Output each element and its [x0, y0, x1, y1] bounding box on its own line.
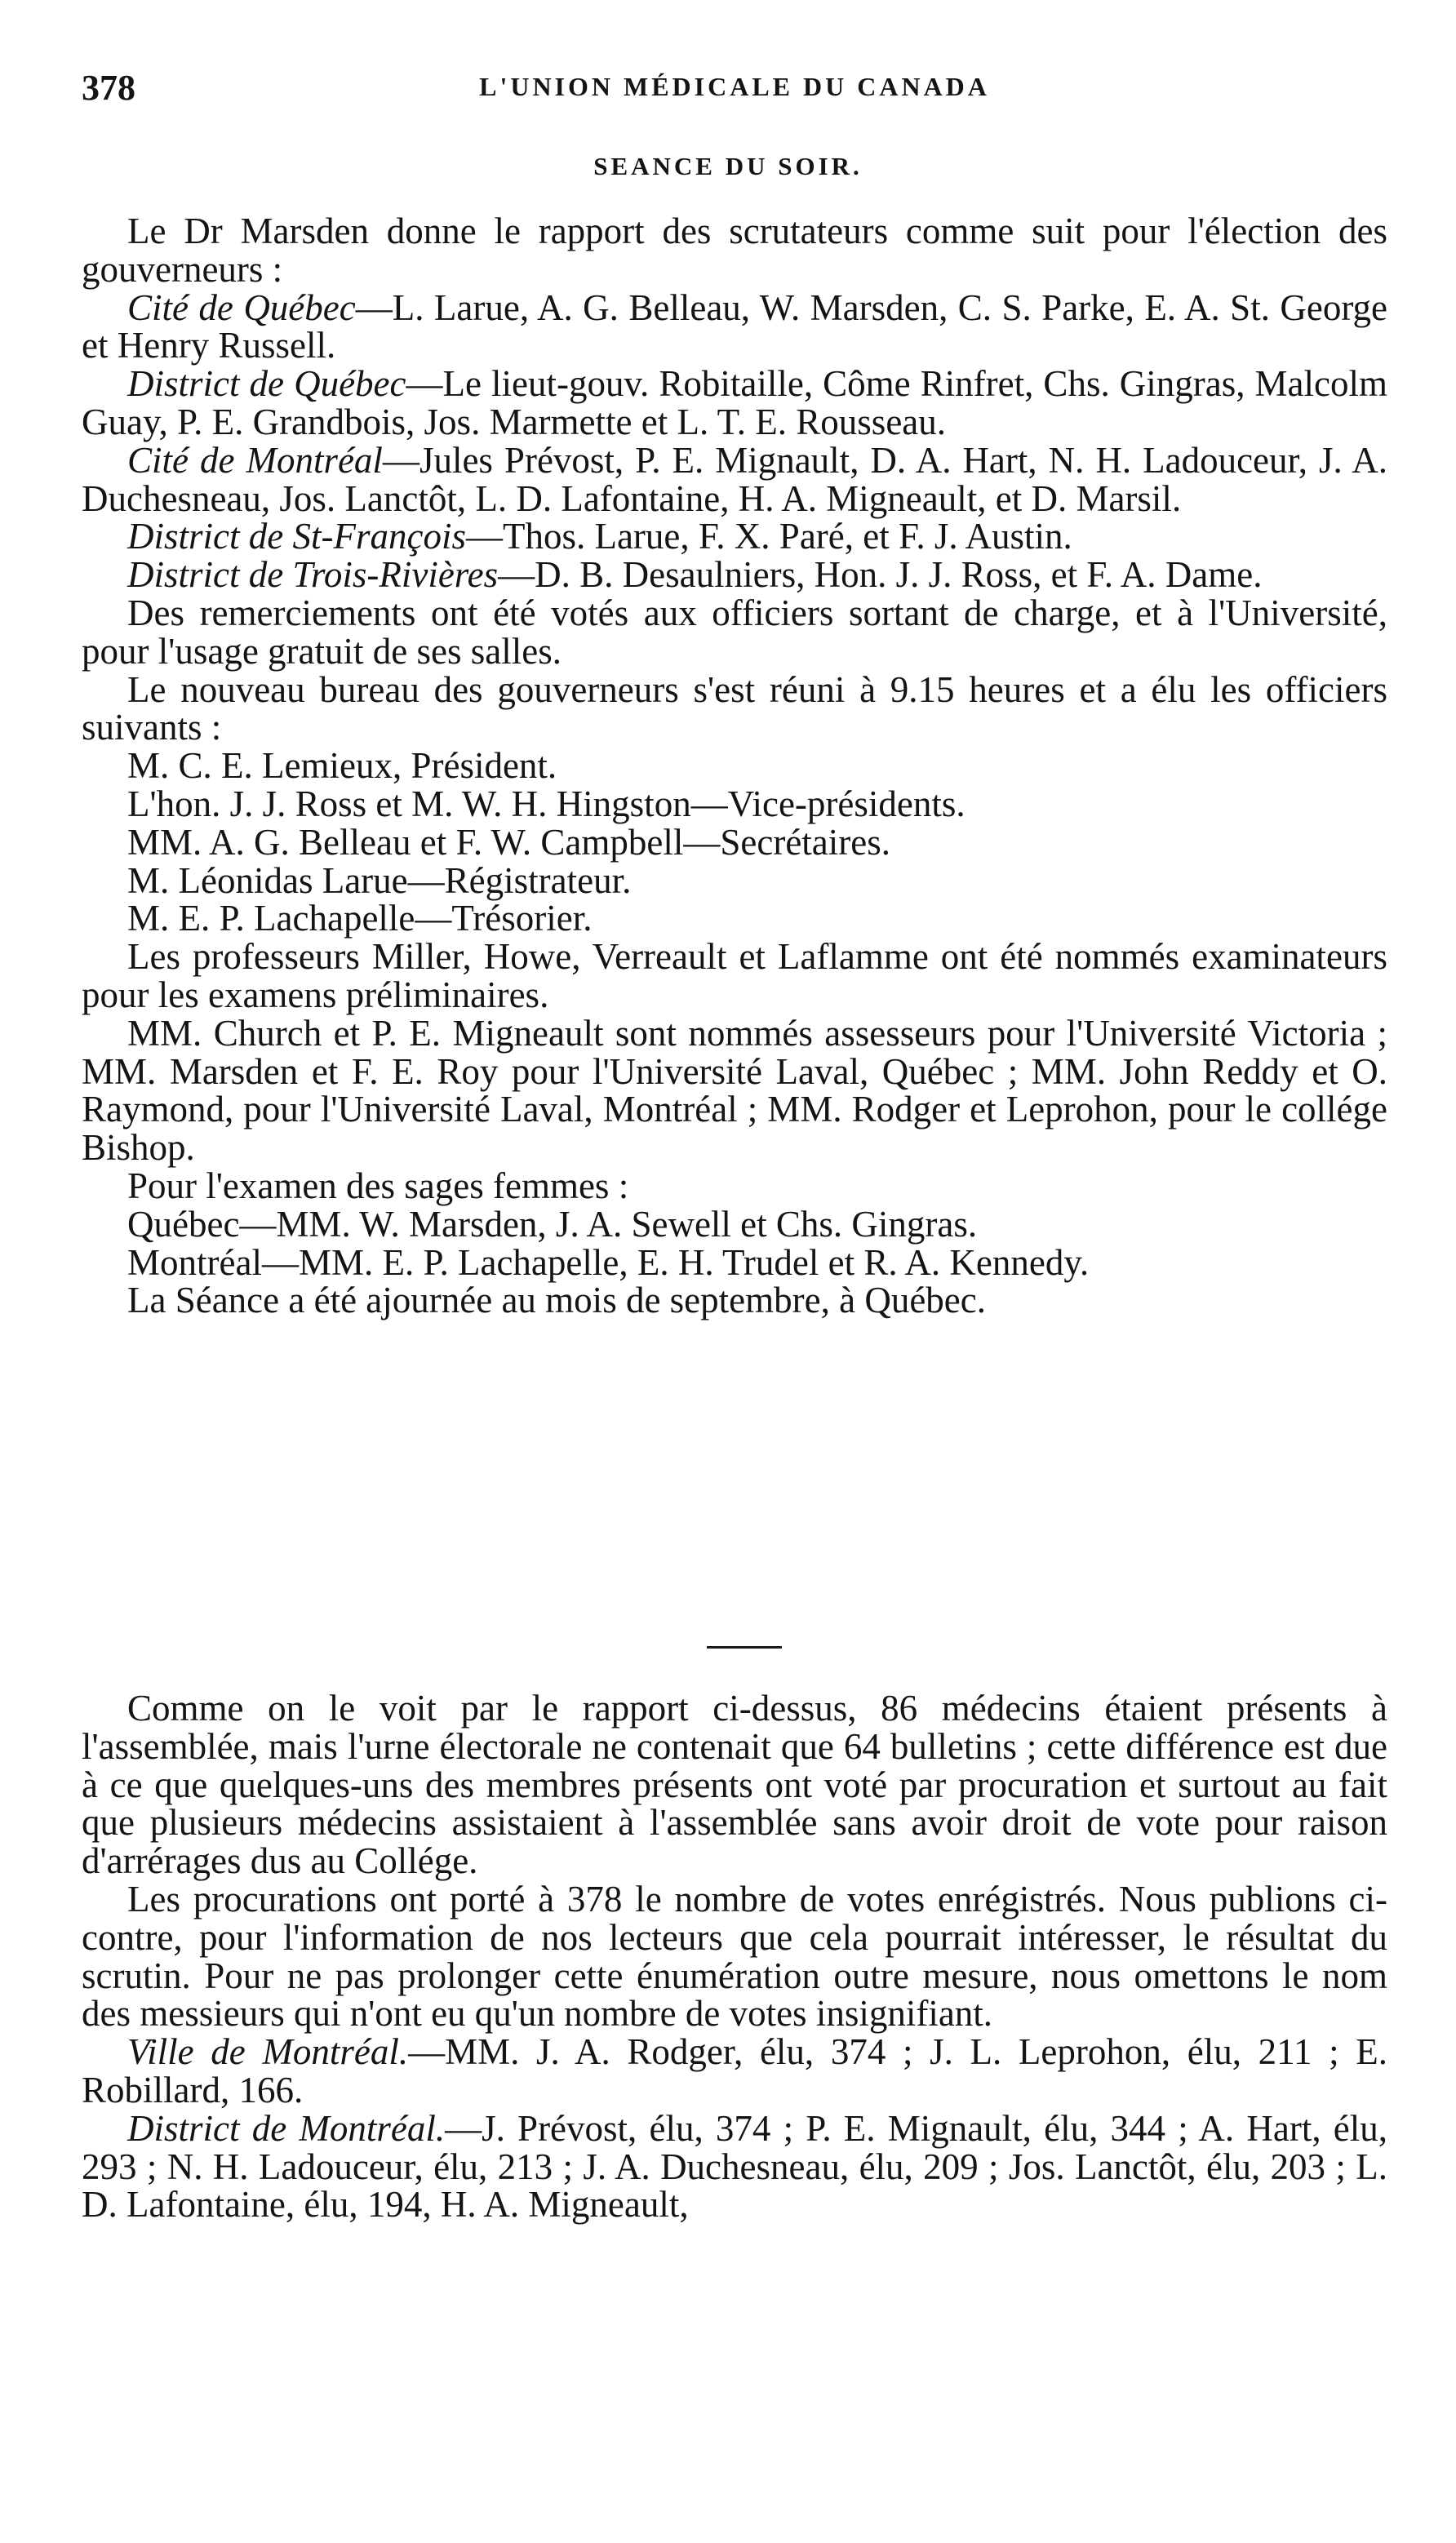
constituency-entry	[82, 439, 1387, 519]
board-meeting-paragraph: Le nouveau bureau des gouverneurs s'est réuni à 9.15 heures et a élu les officiers suivants :	[82, 668, 1387, 748]
constituency-entry	[82, 365, 1387, 442]
officer-line: M. E. P. Lachapelle—Trésorier.	[127, 898, 593, 939]
page-number: 378	[82, 68, 135, 108]
constituency-name: District de Trois-Rivières	[127, 554, 499, 596]
officer-line: L'hon. J. J. Ross et M. W. H. Hingston—Vice-présidents.	[127, 783, 965, 824]
result-text: —J. Prévost, élu, 374 ; P. E. Mignault, élu, 344 ; A. Hart, élu, 293 ; N. H. Ladouceur, élu, 213 ; J. A. Duchesneau, élu, 209 ; Jos. Lanctôt, élu, 203 ; L. D. Lafontaine, élu, 194, H. A. Migneault,	[82, 2107, 1387, 2226]
editorial-commentary	[82, 1689, 1387, 2224]
midwives-line: Québec—MM. W. Marsden, J. A. Sewell et Chs. Gingras.	[127, 1203, 978, 1245]
vote-result-entry	[82, 2033, 1387, 2110]
session-minutes	[82, 212, 1387, 1320]
constituency-name: Cité de Montréal	[127, 439, 383, 481]
elected-governors: —Le lieut-gouv. Robitaille, Côme Rinfret, Chs. Gingras, Malcolm Guay, P. E. Grandbois, Jos. Marmette et L. T. E. Rousseau.	[82, 363, 1387, 442]
scrutineers-report: Le Dr Marsden donne le rapport des scrutateurs comme suit pour l'élection des gouverneurs :	[82, 211, 1387, 290]
elected-governors: —Jules Prévost, P. E. Mignault, D. A. Hart, N. H. Ladouceur, J. A. Duchesneau, Jos. Lanctôt, L. D. Lafontaine, H. A. Migneault, et D. Marsil.	[82, 439, 1387, 519]
constituency-entry	[82, 517, 1387, 556]
result-text: —MM. J. A. Rodger, élu, 374 ; J. L. Leprohon, élu, 211 ; E. Robillard, 166.	[82, 2031, 1387, 2110]
elected-governors: —D. B. Desaulniers, Hon. J. J. Ross, et F. A. Dame.	[498, 554, 1263, 596]
constituency-name: District de St-François	[127, 516, 466, 557]
adjournment-line: La Séance a été ajournée au mois de septembre, à Québec.	[127, 1280, 986, 1321]
running-header	[82, 67, 1387, 116]
examiners-paragraph: Les professeurs Miller, Howe, Verreault et Laflamme ont été nommés examinateurs pour les examens préliminaires.	[82, 936, 1387, 1015]
commentary-paragraph: Comme on le voit par le rapport ci-dessus, 86 médecins étaient présents à l'assemblée, mais l'urne électorale ne contenait que 64 bulletins ; cette différence est due à ce que quelques-uns des membres présents ont voté par procuration et surtout au fait que plusieurs médecins assistaient à l'assemblée sans avoir droit de vote pour raison d'arrérages dus au Collége.	[82, 1688, 1387, 1882]
thanks-paragraph: Des remerciements ont été votés aux officiers sortant de charge, et à l'Université, pour l'usage gratuit de ses salles.	[82, 592, 1387, 672]
constituency-entry	[82, 556, 1387, 594]
midwives-line: Montréal—MM. E. P. Lachapelle, E. H. Trudel et R. A. Kennedy.	[127, 1241, 1090, 1283]
section-divider	[707, 1646, 782, 1649]
elected-governors: —L. Larue, A. G. Belleau, W. Marsden, C. S. Parke, E. A. St. George et Henry Russell.	[82, 286, 1387, 366]
constituency-name: Cité de Québec	[127, 286, 356, 328]
section-title: SEANCE DU SOIR.	[593, 152, 863, 180]
midwives-intro: Pour l'examen des sages femmes :	[127, 1165, 629, 1206]
vote-result-entry	[82, 2107, 1387, 2226]
constituency-entry	[82, 286, 1387, 366]
commentary-paragraph: Les procurations ont porté à 378 le nombre de votes enrégistrés. Nous publions ci-contre, pour l'information de nos lecteurs que cela pourrait intéresser, le résultat du scrutin. Pour ne pas prolonger cette énumération outre mesure, nous omettons le nom des messieurs qui n'ont eu qu'un nombre de votes insignifiant.	[82, 1878, 1387, 2035]
journal-title: L'UNION MÉDICALE DU CANADA	[479, 72, 990, 101]
officer-line: M. C. E. Lemieux, Président.	[127, 745, 557, 787]
officer-line: MM. A. G. Belleau et F. W. Campbell—Secrétaires.	[127, 821, 891, 863]
assessors-paragraph: MM. Church et P. E. Migneault sont nommés assesseurs pour l'Université Victoria ; MM. Marsden et F. E. Roy pour l'Université Laval, Québec ; MM. John Reddy et O. Raymond, pour l'Université Laval, Montréal ; MM. Rodger et Leprohon, pour le collége Bishop.	[82, 1012, 1387, 1169]
officer-line: M. Léonidas Larue—Régistrateur.	[127, 859, 632, 901]
result-place: Ville de Montréal.	[127, 2031, 409, 2073]
result-place: District de Montréal.	[127, 2107, 446, 2149]
constituency-name: District de Québec	[127, 363, 406, 405]
elected-governors: —Thos. Larue, F. X. Paré, et F. J. Austin.	[465, 516, 1072, 557]
